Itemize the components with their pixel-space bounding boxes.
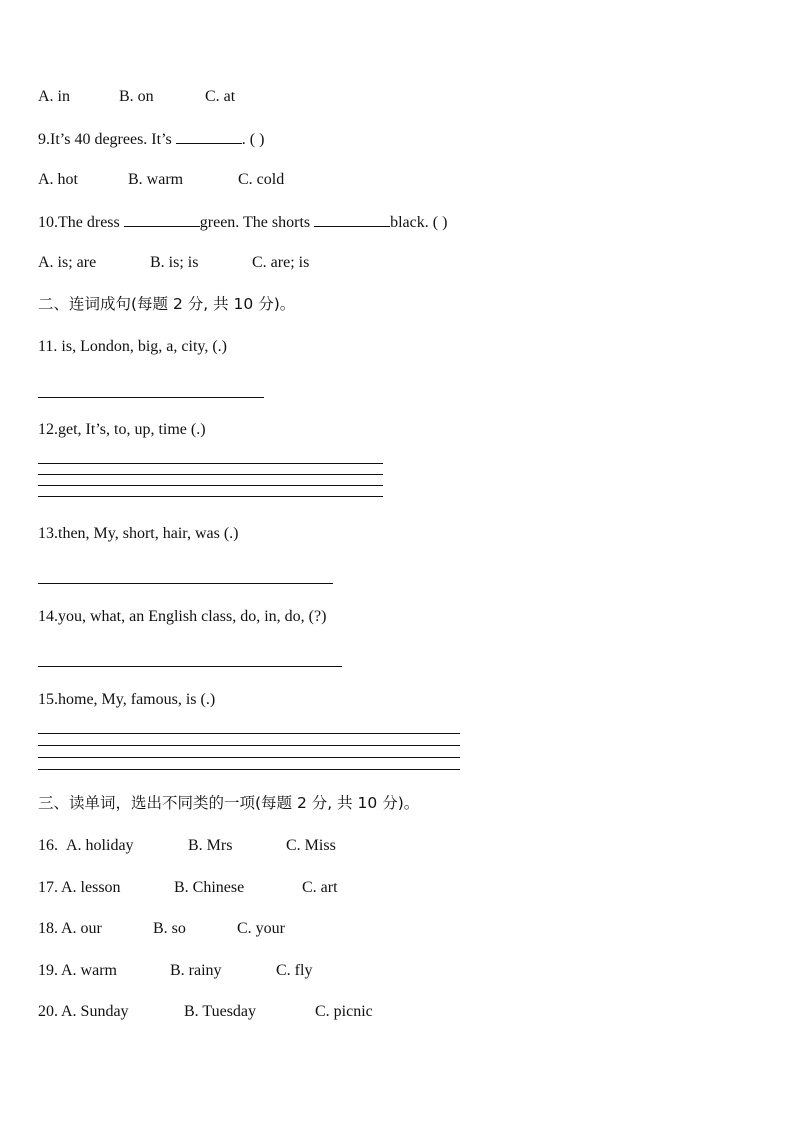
q10-blank-2[interactable] bbox=[314, 212, 390, 227]
q12-answer-line-3[interactable] bbox=[38, 485, 383, 486]
q10-option-b[interactable]: B. is; is bbox=[150, 254, 199, 271]
q16-option-c[interactable]: C. Miss bbox=[286, 837, 336, 854]
q17-number: 17. bbox=[38, 879, 58, 896]
q10-option-a[interactable]: A. is; are bbox=[38, 254, 97, 271]
q12-answer-line-4[interactable] bbox=[38, 496, 383, 497]
q12-prompt: 12.get, It’s, to, up, time (.) bbox=[38, 421, 206, 438]
q11-prompt: 11. is, London, big, a, city, (.) bbox=[38, 338, 228, 355]
q10-option-c[interactable]: C. are; is bbox=[252, 254, 310, 271]
q17-option-a[interactable]: A. lesson bbox=[61, 879, 121, 896]
q15-answer-line-1[interactable] bbox=[38, 733, 460, 734]
q19-option-c[interactable]: C. fly bbox=[276, 962, 313, 979]
q19-option-a[interactable]: A. warm bbox=[61, 962, 117, 979]
q17-option-b[interactable]: B. Chinese bbox=[174, 879, 245, 896]
q8-options bbox=[38, 87, 235, 107]
q19-row bbox=[38, 961, 312, 981]
section-2-heading: 二、连词成句(每题 2 分, 共 10 分)。 bbox=[38, 295, 296, 313]
q9-option-c[interactable]: C. cold bbox=[238, 171, 285, 188]
q16-row bbox=[38, 836, 336, 856]
q20-option-b[interactable]: B. Tuesday bbox=[184, 1003, 257, 1020]
q14-answer-line[interactable] bbox=[38, 666, 342, 667]
q8-option-a[interactable]: A. in bbox=[38, 88, 70, 105]
q8-option-b[interactable]: B. on bbox=[119, 88, 154, 105]
q14-prompt: 14.you, what, an English class, do, in, do, (?) bbox=[38, 608, 327, 625]
q9-option-b[interactable]: B. warm bbox=[128, 171, 184, 188]
q10-stem bbox=[38, 212, 447, 233]
q18-option-a[interactable]: A. our bbox=[61, 920, 102, 937]
q10-part1: 10.The dress bbox=[38, 214, 120, 231]
q9-options bbox=[38, 170, 284, 190]
q9-option-a[interactable]: A. hot bbox=[38, 171, 78, 188]
q18-number: 18. bbox=[38, 920, 58, 937]
q9-answer-bracket[interactable]: . ( ) bbox=[241, 131, 265, 148]
q20-option-a[interactable]: A. Sunday bbox=[61, 1003, 129, 1020]
q13-answer-line[interactable] bbox=[38, 583, 333, 584]
q15-prompt: 15.home, My, famous, is (.) bbox=[38, 691, 216, 708]
q19-option-b[interactable]: B. rainy bbox=[170, 962, 222, 979]
q9-stem-text: 9.It’s 40 degrees. It’s bbox=[38, 131, 172, 148]
q18-option-b[interactable]: B. so bbox=[153, 920, 186, 937]
q8-option-c[interactable]: C. at bbox=[205, 88, 236, 105]
q10-options bbox=[38, 253, 309, 273]
q16-number: 16. bbox=[38, 837, 58, 854]
q10-blank-1[interactable] bbox=[124, 212, 200, 227]
section-3-heading: 三、读单词，选出不同类的一项(每题 2 分, 共 10 分)。 bbox=[38, 794, 420, 812]
q10-part2: green. The shorts bbox=[199, 214, 311, 231]
q16-option-b[interactable]: B. Mrs bbox=[188, 837, 233, 854]
q9-blank[interactable] bbox=[176, 129, 242, 144]
q12-answer-line-2[interactable] bbox=[38, 474, 383, 475]
q17-row bbox=[38, 878, 338, 898]
q13-prompt: 13.then, My, short, hair, was (.) bbox=[38, 525, 239, 542]
q15-answer-line-3[interactable] bbox=[38, 757, 460, 758]
q15-answer-line-4[interactable] bbox=[38, 769, 460, 770]
q16-option-a[interactable]: A. holiday bbox=[66, 837, 134, 854]
q11-answer-line[interactable] bbox=[38, 397, 264, 398]
q17-option-c[interactable]: C. art bbox=[302, 879, 338, 896]
q15-answer-line-2[interactable] bbox=[38, 745, 460, 746]
q20-number: 20. bbox=[38, 1003, 58, 1020]
q18-row bbox=[38, 919, 285, 939]
q20-row bbox=[38, 1002, 373, 1022]
q18-option-c[interactable]: C. your bbox=[237, 920, 285, 937]
q10-part3[interactable]: black. ( ) bbox=[390, 214, 448, 231]
q19-number: 19. bbox=[38, 962, 58, 979]
q12-answer-line-1[interactable] bbox=[38, 463, 383, 464]
q9-stem bbox=[38, 129, 264, 150]
q20-option-c[interactable]: C. picnic bbox=[315, 1003, 373, 1020]
